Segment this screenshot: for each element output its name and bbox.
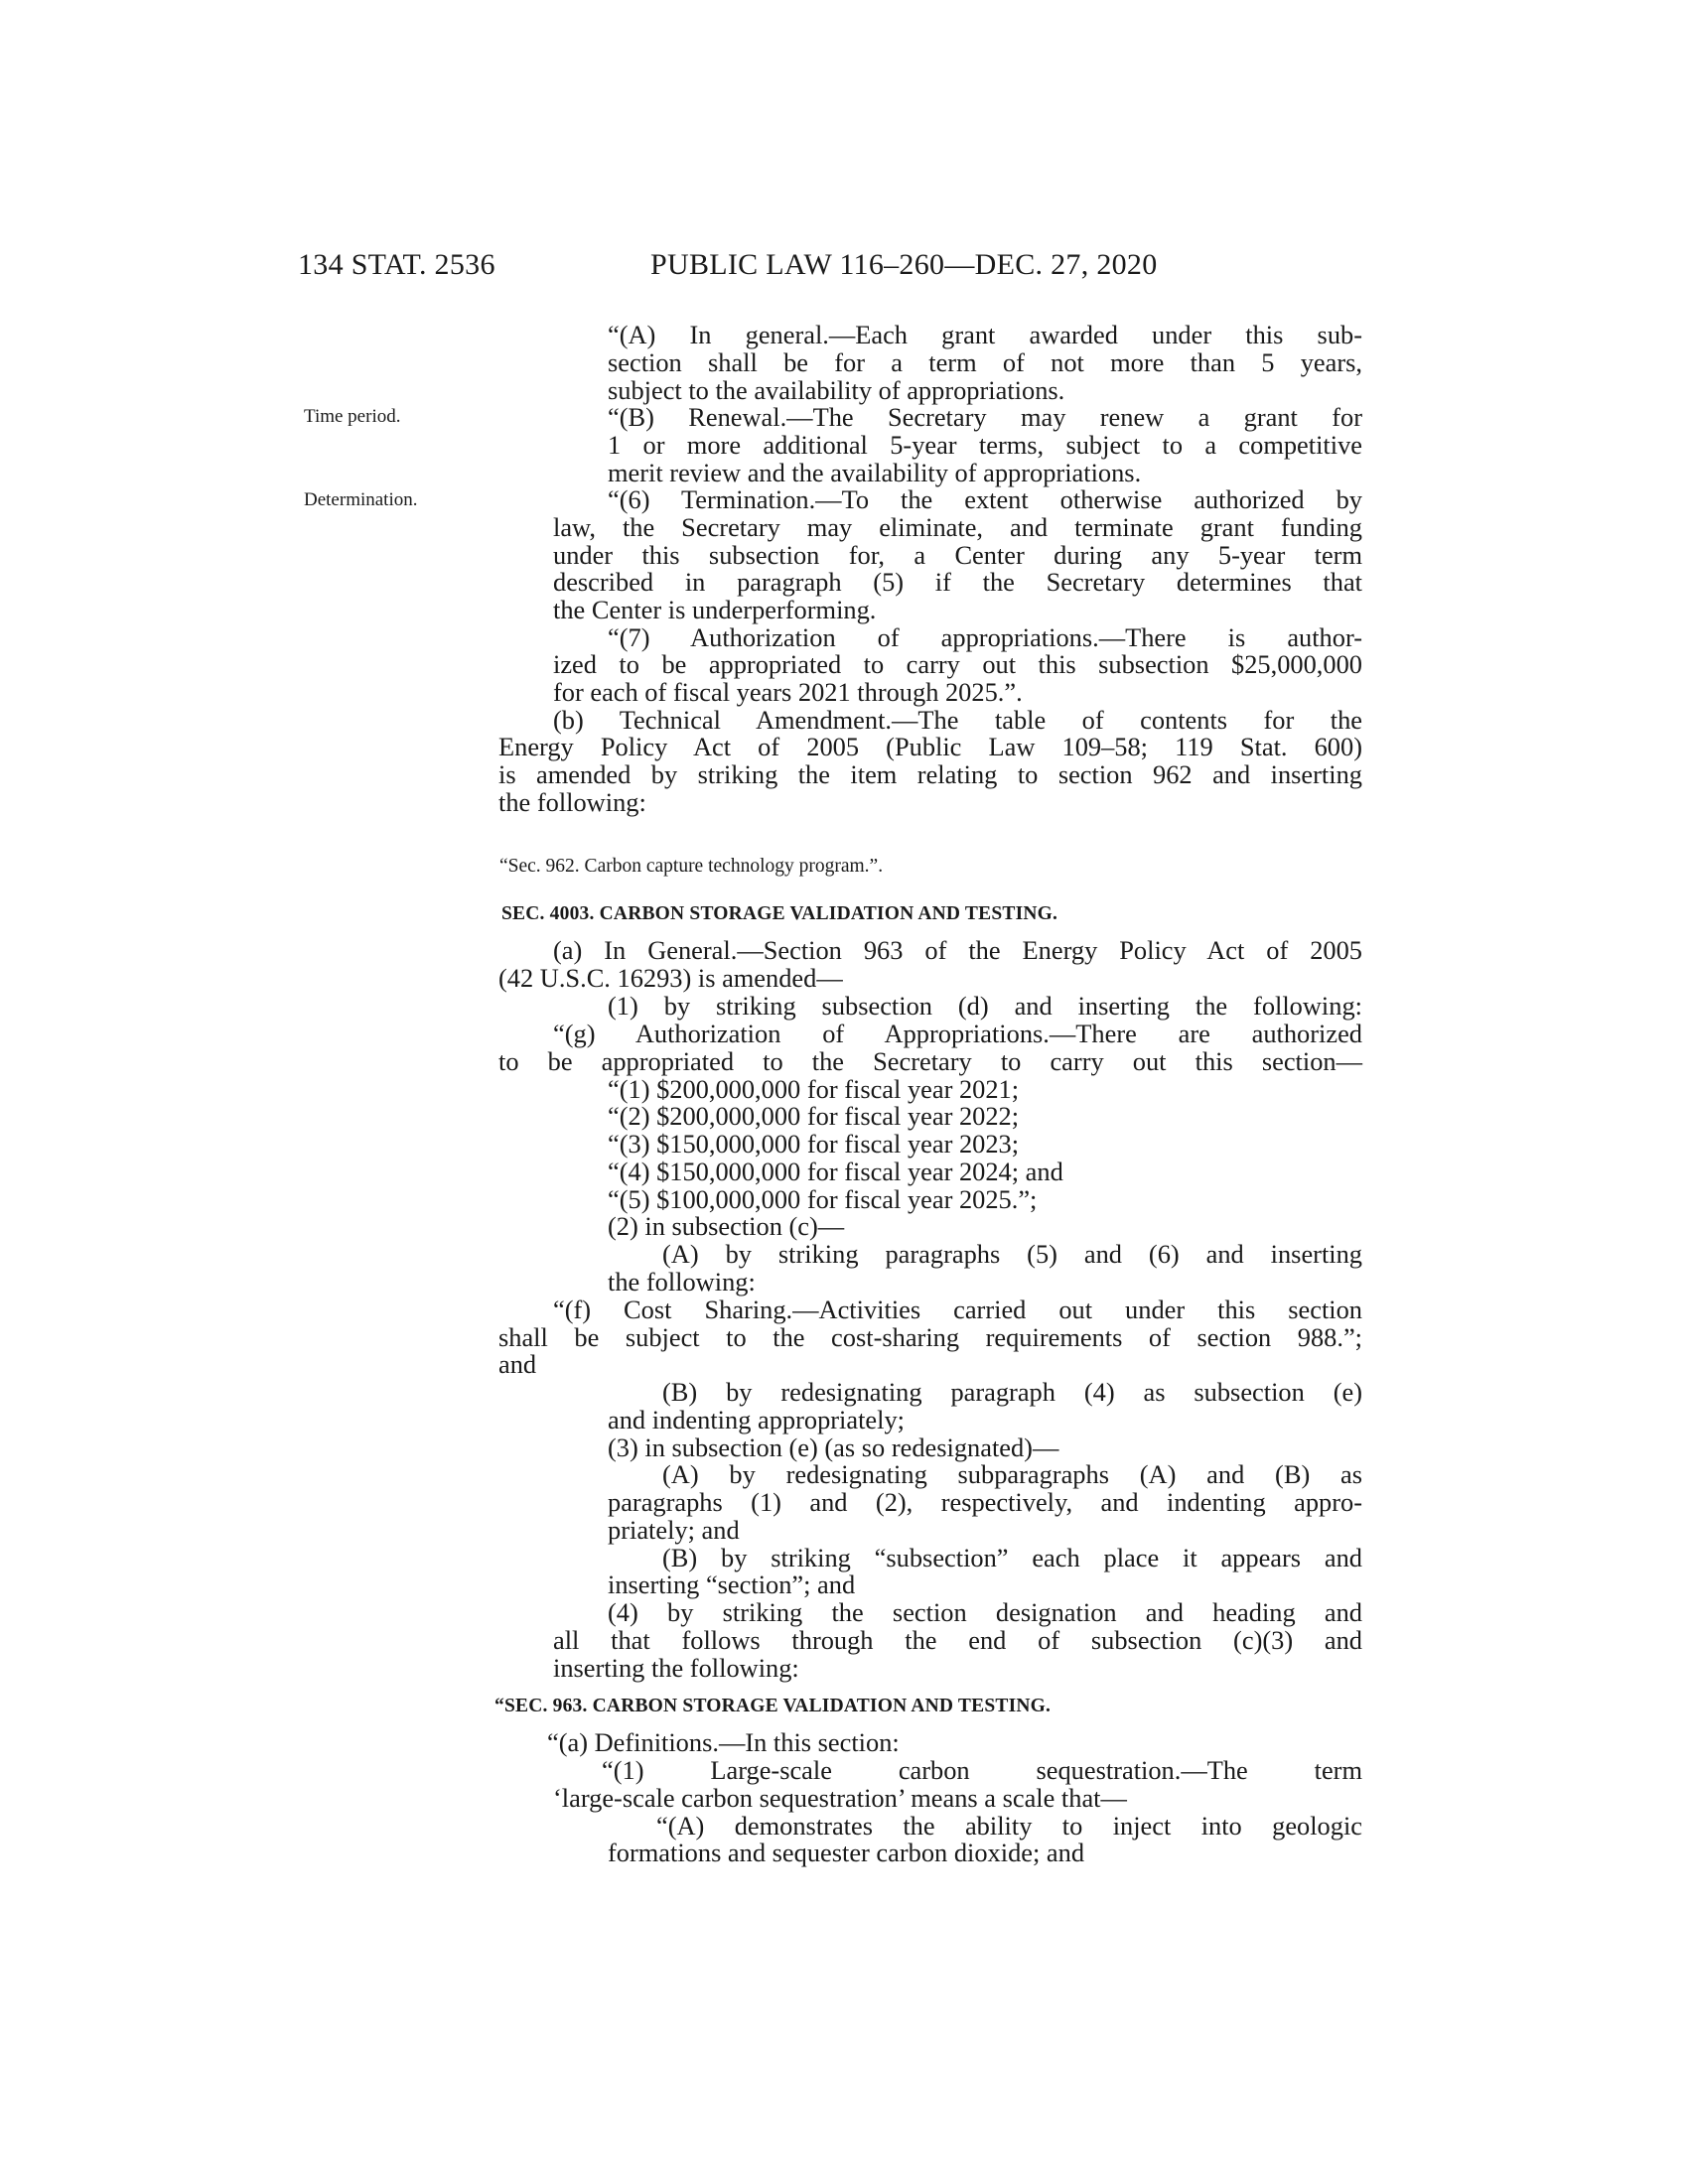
text-line: shall be subject to the cost-sharing requirements of section 988.”;: [498, 1322, 1362, 1352]
text-line: paragraphs (1) and (2), respectively, and indenting appro-: [608, 1487, 1362, 1517]
text-line: “(B) Renewal.—The Secretary may renew a grant for: [608, 402, 1362, 432]
text-line: is amended by striking the item relating to section 962 and inserting: [498, 759, 1362, 789]
text-line: subject to the availability of appropriations.: [608, 375, 1065, 405]
text-line: (3) in subsection (e) (as so redesignated)—: [608, 1433, 1059, 1462]
text-line: (B) by striking “subsection” each place it appears and: [662, 1543, 1362, 1572]
text-line: (1) by striking subsection (d) and inserting the following:: [608, 991, 1362, 1021]
text-line: Energy Policy Act of 2005 (Public Law 109–58; 119 Stat. 600): [498, 732, 1362, 761]
margin-note-time-period: Time period.: [304, 406, 401, 427]
text-line: “(a) Definitions.—In this section:: [547, 1727, 900, 1757]
text-line: (42 U.S.C. 16293) is amended—: [498, 963, 843, 993]
text-line: (2) in subsection (c)—: [608, 1211, 845, 1241]
text-line: the following:: [498, 787, 646, 817]
text-line: “(A) demonstrates the ability to inject into geologic: [656, 1811, 1362, 1841]
text-line: and indenting appropriately;: [608, 1405, 906, 1434]
text-line: (4) by striking the section designation and heading and: [608, 1597, 1362, 1627]
text-line: 1 or more additional 5-year terms, subject to a competitive: [608, 430, 1362, 460]
text-line: (a) In General.—Section 963 of the Energy Policy Act of 2005: [553, 935, 1362, 965]
margin-note-determination: Determination.: [304, 489, 418, 510]
text-line: (A) by striking paragraphs (5) and (6) and inserting: [662, 1239, 1362, 1269]
text-line: “(4) $150,000,000 for fiscal year 2024; and: [608, 1157, 1063, 1186]
text-line: “(2) $200,000,000 for fiscal year 2022;: [608, 1101, 1020, 1131]
text-line: (A) by redesignating subparagraphs (A) and (B) as: [662, 1459, 1362, 1489]
text-line: inserting the following:: [553, 1653, 799, 1683]
text-line: “(6) Termination.—To the extent otherwise authorized by: [608, 484, 1362, 514]
text-line: formations and sequester carbon dioxide; and: [608, 1838, 1085, 1867]
text-line: (B) by redesignating paragraph (4) as subsection (e): [662, 1377, 1362, 1407]
text-line: the following:: [608, 1267, 756, 1297]
text-line: ‘large-scale carbon sequestration’ means a scale that—: [553, 1783, 1127, 1813]
text-line: law, the Secretary may eliminate, and terminate grant funding: [553, 512, 1362, 542]
text-line: under this subsection for, a Center during any 5-year term: [553, 540, 1362, 570]
page-stat-citation: 134 STAT. 2536: [298, 248, 495, 281]
section-heading-963: “SEC. 963. CARBON STORAGE VALIDATION AND TESTING.: [494, 1696, 1052, 1716]
text-line: “(3) $150,000,000 for fiscal year 2023;: [608, 1129, 1020, 1159]
text-line: “(f) Cost Sharing.—Activities carried out under this section: [553, 1295, 1362, 1324]
text-line: “(1) Large-scale carbon sequestration.—The term: [602, 1755, 1362, 1785]
text-line: the Center is underperforming.: [553, 595, 877, 624]
text-line: priately; and: [608, 1515, 740, 1545]
text-line: section shall be for a term of not more than 5 years,: [608, 347, 1362, 377]
text-line: “(g) Authorization of Appropriations.—There are authorized: [553, 1019, 1362, 1048]
running-header: PUBLIC LAW 116–260—DEC. 27, 2020: [650, 248, 1158, 281]
text-line: and: [498, 1349, 537, 1379]
text-line: “(7) Authorization of appropriations.—There is author-: [608, 622, 1362, 652]
text-line: (b) Technical Amendment.—The table of contents for the: [553, 705, 1362, 735]
text-line: merit review and the availability of appropriations.: [608, 458, 1142, 487]
text-line: ized to be appropriated to carry out this subsection $25,000,000: [553, 649, 1362, 679]
text-line: to be appropriated to the Secretary to carry out this section—: [498, 1046, 1362, 1076]
text-line: all that follows through the end of subsection (c)(3) and: [553, 1625, 1362, 1655]
text-line: for each of fiscal years 2021 through 2025.”.: [553, 677, 1023, 707]
section-heading-4003: SEC. 4003. CARBON STORAGE VALIDATION AND TESTING.: [501, 903, 1058, 924]
toc-entry: “Sec. 962. Carbon capture technology program.”.: [499, 856, 884, 877]
text-line: “(A) In general.—Each grant awarded under this sub-: [608, 320, 1362, 349]
text-line: “(1) $200,000,000 for fiscal year 2021;: [608, 1074, 1020, 1104]
text-line: “(5) $100,000,000 for fiscal year 2025.”;: [608, 1184, 1038, 1214]
text-line: described in paragraph (5) if the Secretary determines that: [553, 567, 1362, 597]
text-line: inserting “section”; and: [608, 1570, 856, 1599]
